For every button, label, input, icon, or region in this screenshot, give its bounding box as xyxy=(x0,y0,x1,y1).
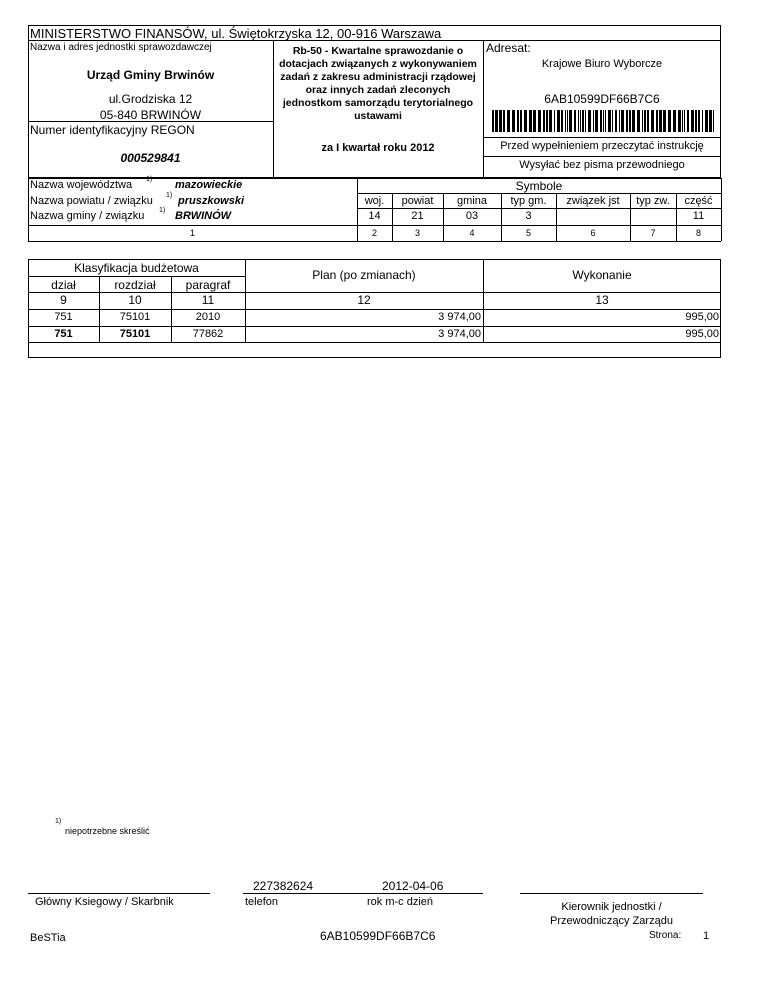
head-label-line2: Przewodniczący Zarządu xyxy=(550,915,673,927)
budget-col-header: dział xyxy=(51,278,76,292)
symbol-value: 14 xyxy=(368,210,381,222)
date-label: rok m-c dzień xyxy=(367,896,434,908)
voivodeship-label: Nazwa województwa xyxy=(30,179,133,191)
commune-value: BRWINÓW xyxy=(175,210,232,222)
regon-number: 000529841 xyxy=(120,151,181,165)
unit-label: Nazwa i adres jednostki sprawozdawczej xyxy=(30,42,212,53)
symbol-header: gmina xyxy=(457,195,487,207)
symbol-header: typ zw. xyxy=(636,195,670,207)
footer-document-code: 6AB10599DF66B7C6 xyxy=(320,929,436,943)
symbol-header: powiat xyxy=(401,195,434,207)
symbol-header: woj. xyxy=(364,195,385,207)
budget-col-number: 11 xyxy=(201,293,215,307)
symbol-header: typ gm. xyxy=(510,195,547,207)
footnote-text: niepotrzebne skreślić xyxy=(65,826,150,836)
unit-city: 05-840 BRWINÓW xyxy=(99,108,202,122)
addressee-name: Krajowe Biuro Wyborcze xyxy=(541,58,663,70)
symbol-value: 03 xyxy=(465,210,479,222)
page-number: 1 xyxy=(703,930,710,942)
footnote-mark: 1) xyxy=(55,818,62,825)
symbol-value: 11 xyxy=(692,210,705,222)
accountant-label: Główny Ksiegowy / Skarbnik xyxy=(35,896,174,908)
symbol-header: część xyxy=(684,195,713,207)
addressee-label: Adresat: xyxy=(486,41,531,55)
execution-col-number: 13 xyxy=(595,293,609,307)
budget-col-number: 10 xyxy=(128,293,142,307)
budget-class-header: Klasyfikacja budżetowa xyxy=(74,261,199,275)
report-title: Rb-50 - Kwartalne sprawozdanie o dotacjach związanych z wykonywaniem zadań z zakresu administracji rządowej oraz innych zadań zleconych jednostkom samorządu terytorialnego ustawami xyxy=(279,45,477,122)
budget-cell-wykonanie: 995,00 xyxy=(685,311,719,323)
symbol-col-number: 2 xyxy=(371,228,377,238)
budget-cell-paragraf: 2010 xyxy=(195,311,221,323)
county-label: Nazwa powiatu / związku xyxy=(30,195,153,207)
symbol-col-number: 3 xyxy=(414,228,420,238)
plan-col-number: 12 xyxy=(357,293,371,307)
unit-street: ul.Grodziska 12 xyxy=(108,92,193,106)
budget-col-header: paragraf xyxy=(185,278,231,292)
symbol-col-number: 5 xyxy=(525,228,531,238)
send-note: Wysyłać bez pisma przewodniego xyxy=(519,159,685,171)
budget-cell-plan: 3 974,00 xyxy=(438,328,481,340)
footnote-ref: 1) xyxy=(159,207,166,214)
barcode-image xyxy=(492,110,714,132)
symbol-header: związek jst xyxy=(566,195,620,207)
head-label-line1: Kierownik jednostki / xyxy=(561,901,662,913)
page-label: Strona: xyxy=(649,930,682,941)
instruction-note: Przed wypełnieniem przeczytać instrukcję xyxy=(500,140,704,152)
date-value: 2012-04-06 xyxy=(382,879,444,893)
commune-label: Nazwa gminy / związku xyxy=(30,210,145,222)
plan-header: Plan (po zmianach) xyxy=(312,268,416,282)
budget-cell-wykonanie: 995,00 xyxy=(685,328,719,340)
symbol-col-number: 7 xyxy=(650,228,656,238)
symbol-col-number: 8 xyxy=(695,228,701,238)
budget-col-number: 9 xyxy=(60,293,67,307)
footnote-ref: 1) xyxy=(166,192,173,199)
report-period: za I kwartał roku 2012 xyxy=(321,142,435,154)
budget-cell-dzial: 751 xyxy=(54,328,73,340)
software-name: BeSTia xyxy=(30,932,66,944)
footnote-ref: 1) xyxy=(146,176,153,183)
ministry-address: MINISTERSTWO FINANSÓW, ul. Świętokrzyska 12, 00-916 Warszawa xyxy=(30,26,442,41)
county-value: pruszkowski xyxy=(178,195,245,207)
budget-cell-plan: 3 974,00 xyxy=(438,311,481,323)
column-number: 1 xyxy=(189,228,195,238)
symbols-title: Symbole xyxy=(515,179,563,193)
voivodeship-value: mazowieckie xyxy=(175,179,243,191)
budget-col-header: rozdział xyxy=(114,278,156,292)
phone-label: telefon xyxy=(245,896,279,908)
symbol-value: 3 xyxy=(525,210,532,222)
budget-cell-dzial: 751 xyxy=(54,311,73,323)
symbol-col-number: 6 xyxy=(590,228,596,238)
regon-label: Numer identyfikacyjny REGON xyxy=(30,123,195,137)
budget-cell-rozdzial: 75101 xyxy=(119,328,151,340)
document-code: 6AB10599DF66B7C6 xyxy=(544,92,660,106)
phone-value: 227382624 xyxy=(253,879,314,893)
budget-cell-paragraf: 77862 xyxy=(192,328,224,340)
symbol-value: 21 xyxy=(411,210,424,222)
execution-header: Wykonanie xyxy=(572,268,632,282)
symbol-col-number: 4 xyxy=(469,228,475,238)
unit-name: Urząd Gminy Brwinów xyxy=(86,68,215,82)
budget-cell-rozdzial: 75101 xyxy=(119,311,151,323)
